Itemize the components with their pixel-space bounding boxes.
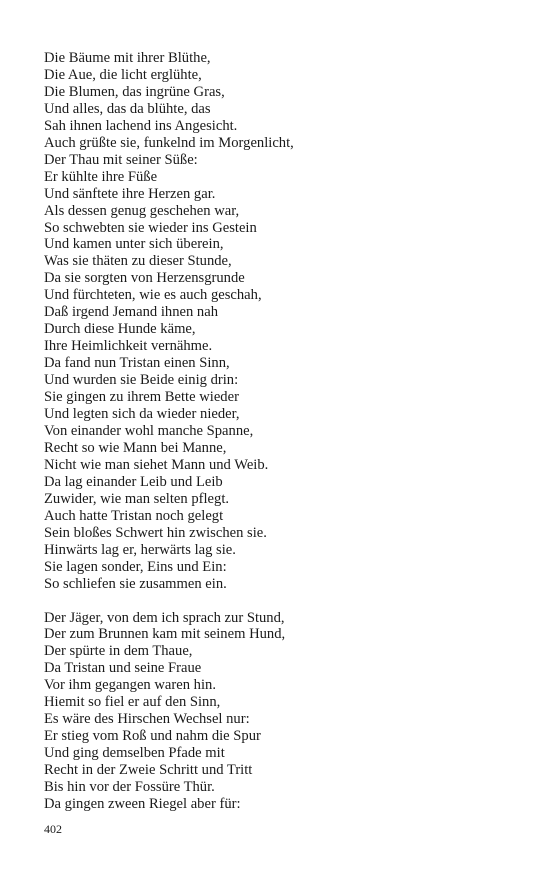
verse-line: Nicht wie man siehet Mann und Weib. (44, 456, 269, 473)
verse-line: Die Bäume mit ihrer Blüthe, (44, 50, 211, 66)
stanza (44, 610, 524, 813)
verse-line: Und legten sich da wieder nieder, (44, 406, 240, 423)
verse-line: Auch hatte Tristan noch gelegt (44, 507, 224, 524)
verse-line: Ihre Heimlichkeit vernähme. (44, 338, 213, 355)
stanza (44, 50, 524, 593)
verse-line: Und sänftete ihre Herzen gar. (44, 185, 216, 202)
verse-line: Die Aue, die licht erglühte, (44, 66, 202, 83)
verse-line: Er kühlte ihre Füße (44, 168, 158, 185)
verse-line: Von einander wohl manche Spanne, (44, 422, 254, 439)
verse-line: Und ging demselben Pfade mit (44, 745, 225, 762)
verse-line: Es wäre des Hirschen Wechsel nur: (44, 711, 250, 728)
verse-line: Und fürchteten, wie es auch geschah, (44, 287, 262, 304)
verse-line: Und wurden sie Beide einig drin: (44, 372, 239, 389)
verse-line: Sah ihnen lachend ins Angesicht. (44, 117, 238, 134)
verse-line: Vor ihm gegangen waren hin. (44, 677, 216, 694)
verse-line: Die Blumen, das ingrüne Gras, (44, 83, 225, 100)
verse-line: Der zum Brunnen kam mit seinem Hund, (44, 626, 286, 643)
verse-line: Was sie thäten zu dieser Stunde, (44, 253, 232, 270)
verse-line: Da lag einander Leib und Leib (44, 473, 223, 490)
verse-line: Der Jäger, von dem ich sprach zur Stund, (44, 609, 285, 626)
verse-line: Recht so wie Mann bei Manne, (44, 439, 227, 456)
verse-line: Da gingen zween Riegel aber für: (44, 795, 241, 812)
verse-line: Daß irgend Jemand ihnen nah (44, 304, 218, 321)
verse-line: Und kamen unter sich überein, (44, 236, 224, 253)
verse-line: Als dessen genug geschehen war, (44, 202, 240, 219)
verse-line: Auch grüßte sie, funkelnd im Morgenlicht, (44, 134, 294, 151)
verse-line: Durch diese Hunde käme, (44, 321, 196, 338)
verse-line: Der spürte in dem Thaue, (44, 643, 193, 660)
verse-line: Zuwider, wie man selten pflegt. (44, 490, 230, 507)
verse-line: Und alles, das da blühte, das (44, 100, 211, 117)
verse-line: Recht in der Zweie Schritt und Tritt (44, 762, 253, 779)
verse-line: Da Tristan und seine Fraue (44, 660, 202, 677)
verse-line: Bis hin vor der Fossüre Thür. (44, 779, 215, 796)
verse-line: Hiemit so fiel er auf den Sinn, (44, 694, 221, 711)
verse-line: Der Thau mit seiner Süße: (44, 151, 198, 168)
verse-line: Sein bloßes Schwert hin zwischen sie. (44, 524, 267, 541)
verse-line: Sie lagen sonder, Eins und Ein: (44, 558, 227, 575)
verse-line: Da fand nun Tristan einen Sinn, (44, 355, 230, 372)
verse-line: Da sie sorgten von Herzensgrunde (44, 270, 245, 287)
page-number: 402 (44, 822, 62, 836)
verse-line: Sie gingen zu ihrem Bette wieder (44, 389, 239, 406)
verse-line: So schliefen sie zusammen ein. (44, 575, 227, 592)
verse-line: So schwebten sie wieder ins Gestein (44, 219, 257, 236)
poem-text (44, 50, 524, 813)
verse-line: Er stieg vom Roß und nahm die Spur (44, 728, 261, 745)
verse-line: Hinwärts lag er, herwärts lag sie. (44, 541, 236, 558)
